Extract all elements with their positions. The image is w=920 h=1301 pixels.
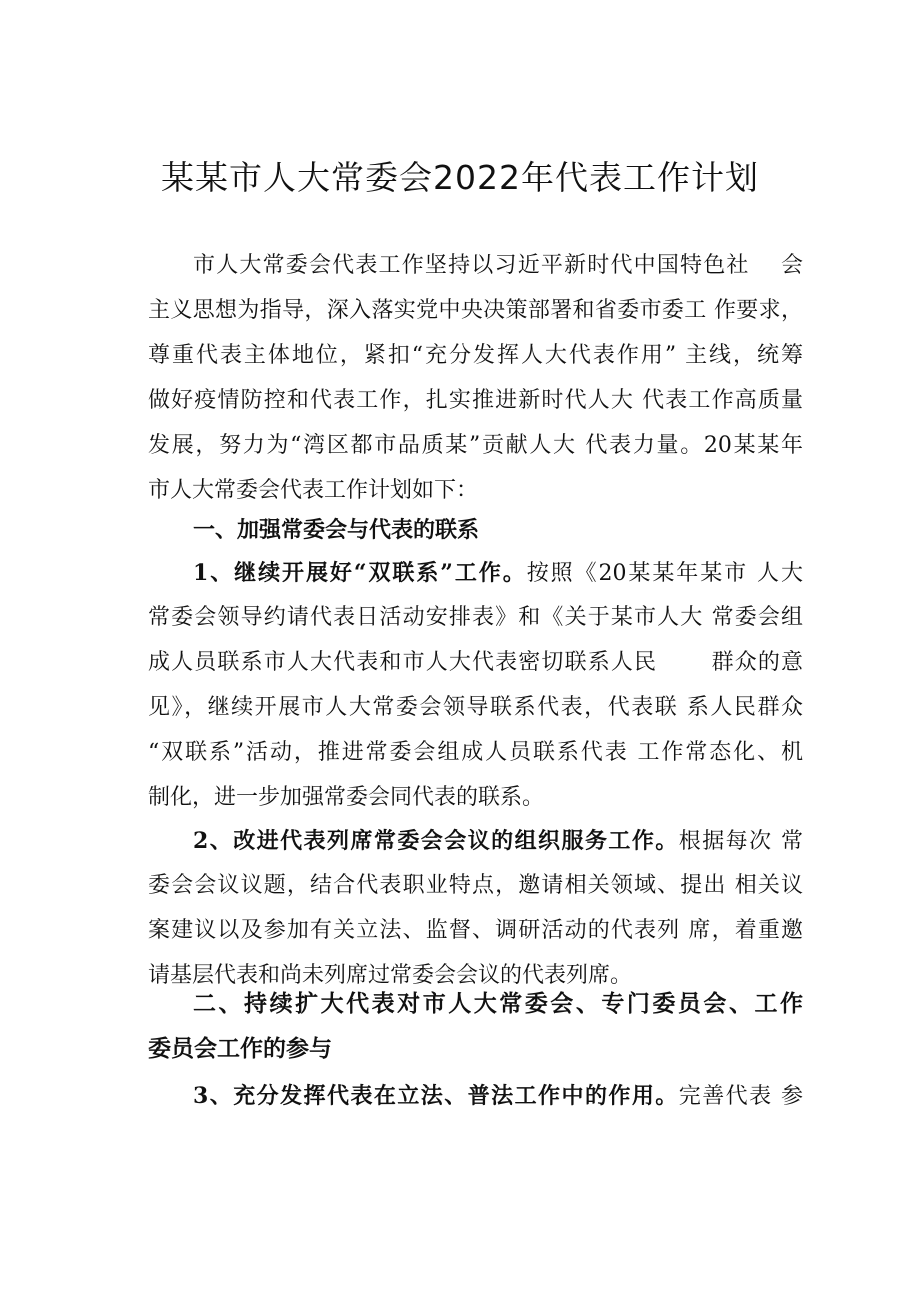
intro-line-2: 主义思想为指导，深入落实党中央决策部署和省委市委工 作要求， (148, 298, 803, 323)
section-1-heading: 一、加强常委会与代表的联系 (193, 518, 480, 543)
item-3-lead: 3、充分发挥代表在立法、普法工作中的作用。 (193, 1083, 679, 1109)
document-title: 某某市人大常委会2022年代表工作计划 (161, 158, 759, 197)
section-2-heading-line-2: 委员会工作的参与 (148, 1036, 332, 1062)
intro-line-3: 尊重代表主体地位，紧扣“充分发挥人大代表作用” 主线，统筹 (148, 343, 803, 368)
item-3-line-1 (193, 1081, 803, 1112)
intro-line-6: 市人大常委会代表工作计划如下： (148, 478, 479, 503)
item-1-line-2: 常委会领导约请代表日活动安排表》和《关于某市人大 常委会组 (148, 605, 803, 630)
item-2-line-4: 请基层代表和尚未列席过常委会会议的代表列席。 (148, 963, 633, 988)
item-3-text-1: 完善代表 参 (678, 1084, 803, 1109)
item-2-line-2: 委会会议议题，结合代表职业特点，邀请相关领域、提出 相关议 (148, 873, 803, 898)
item-1-lead: 1、继续开展好“双联系”工作。 (193, 560, 527, 586)
section-2-heading-line-1: 二、持续扩大代表对市人大常委会、专门委员会、工作 (193, 991, 803, 1017)
item-1-line-4: 见》，继续开展市人大常委会领导联系代表，代表联 系人民群众 (148, 695, 803, 720)
item-1-line-1 (193, 558, 803, 589)
item-2-text-1: 根据每次 常 (678, 829, 803, 854)
item-2-line-3: 案建议以及参加有关立法、监督、调研活动的代表列 席，着重邀 (148, 918, 803, 943)
intro-line-1: 市人大常委会代表工作坚持以习近平新时代中国特色社 会 (193, 253, 803, 278)
item-1-line-6: 制化，进一步加强常委会同代表的联系。 (148, 785, 545, 810)
intro-line-5: 发展，努力为“湾区都市品质某”贡献人大 代表力量。20某某年 (148, 433, 803, 458)
item-2-line-1 (193, 826, 803, 857)
item-1-text-1: 按照《20某某年某市 人大 (526, 561, 803, 586)
item-1-line-3: 成人员联系市人大代表和市人大代表密切联系人民 群众的意 (148, 650, 803, 675)
item-2-lead: 2、改进代表列席常委会会议的组织服务工作。 (193, 828, 679, 854)
item-1-line-5: “双联系”活动，推进常委会组成人员联系代表 工作常态化、机 (148, 740, 803, 765)
intro-line-4: 做好疫情防控和代表工作，扎实推进新时代人大 代表工作高质量 (148, 388, 803, 413)
